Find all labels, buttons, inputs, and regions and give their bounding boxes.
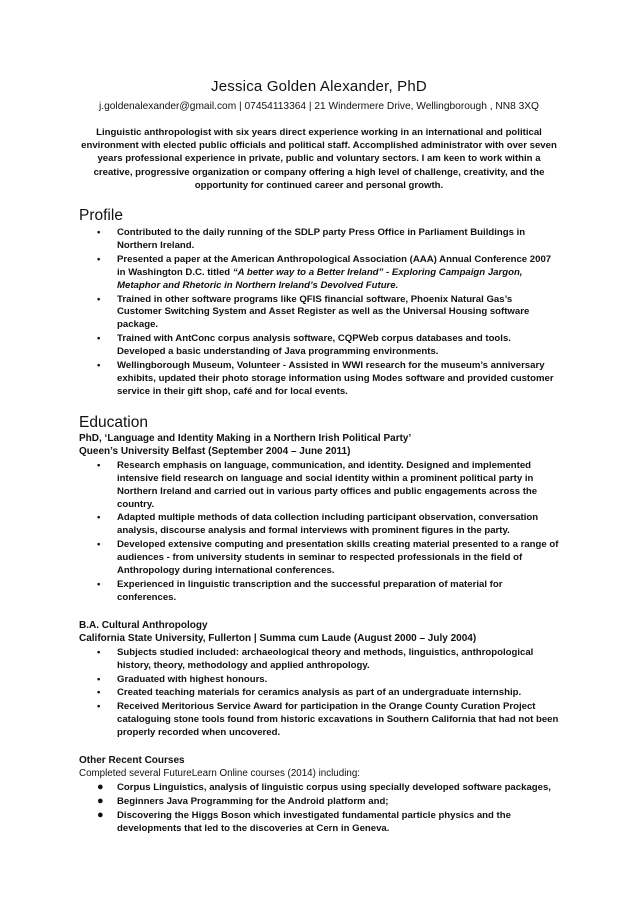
list-item <box>79 460 559 512</box>
resume-name: Jessica Golden Alexander, PhD <box>211 78 427 95</box>
bullet-icon: • <box>97 227 101 239</box>
phd-list <box>79 460 559 605</box>
section-title-education: Education <box>79 413 148 431</box>
other-courses-list <box>79 782 559 836</box>
profile-list <box>79 227 559 399</box>
ba-title: B.A. Cultural Anthropology <box>79 619 208 631</box>
list-item-text: Beginners Java Programming for the Android platform and; <box>117 796 389 808</box>
list-item-text: Trained in other software programs like QFIS financial software, Phoenix Natural Gas’s Customer Switching System and Asset Register as well as the Universal Housing software package. <box>117 293 530 331</box>
bullet-icon: • <box>97 293 101 305</box>
bullet-dot-icon: ● <box>97 808 104 821</box>
list-item <box>79 701 559 740</box>
phd-institution: Queen’s University Belfast (September 2004 – June 2011) <box>79 445 351 457</box>
bullet-icon: • <box>97 512 101 524</box>
list-item <box>79 674 559 687</box>
list-item-text: Wellingborough Museum, Volunteer - Assisted in WWI research for the museum’s anniversary exhibits, updated their photo storage information using Modes software and provided customer service in their gift shop, café and for local events. <box>117 360 554 397</box>
list-item <box>79 360 559 399</box>
bullet-icon: • <box>97 333 101 345</box>
list-item-text: Graduated with highest honours. <box>117 673 268 685</box>
bullet-icon: • <box>97 360 101 372</box>
section-title-profile: Profile <box>79 207 123 225</box>
resume-page <box>79 78 559 837</box>
list-item-text: Presented a paper at the American Anthropological Association (AAA) Annual Conference 2007 in Washington D.C. titled <box>117 253 552 278</box>
bullet-icon: • <box>97 539 101 551</box>
list-item <box>79 796 559 809</box>
list-item <box>79 227 559 253</box>
ba-institution: California State University, Fullerton | Summa cum Laude (August 2000 – July 2004) <box>79 632 477 644</box>
bullet-icon: • <box>97 459 101 471</box>
list-item-text: Trained with AntConc corpus analysis software, CQPWeb corpus databases and tools. Developed a basic understanding of Java programming environments. <box>117 333 511 358</box>
list-item <box>79 333 559 359</box>
bullet-icon: • <box>97 687 101 699</box>
list-item <box>79 579 559 605</box>
other-courses-intro: Completed several FutureLearn Online courses (2014) including: <box>79 768 360 780</box>
list-item <box>79 512 559 538</box>
list-item <box>79 810 559 836</box>
list-item-text: Received Meritorious Service Award for participation in the Orange County Curation Project cataloguing stone tools found from historic excavations in Southern California that had not been properly recorded when uncovered. <box>117 701 559 739</box>
summary-paragraph: Linguistic anthropologist with six years direct experience working in an international and political environment with elected public officials and political staff. Accomplished administrator with over seven years professional experience in private, public and voluntary sectors. I am keen to work within a creative, progressive organization or company offering a high level of challenge, creativity, and the opportunity for continued career and personal growth. <box>81 127 557 191</box>
list-item <box>79 782 559 795</box>
paper-title: “A better way to a Better Ireland” - Exploring Campaign Jargon, Metaphor and Rhetoric in Northern Ireland’s Devolved Future. <box>117 266 523 291</box>
list-item-text: Corpus Linguistics, analysis of linguistic corpus using specially developed software packages, <box>117 782 551 794</box>
other-courses-block <box>79 754 559 836</box>
bullet-icon: • <box>97 673 101 685</box>
phd-title: PhD, ‘Language and Identity Making in a Northern Irish Political Party’ <box>79 432 412 444</box>
list-item-text: Created teaching materials for ceramics analysis as part of an undergraduate internship. <box>117 687 522 699</box>
list-item-text: Experienced in linguistic transcription and the successful preparation of material for conferences. <box>117 578 503 603</box>
bullet-icon: • <box>97 253 101 265</box>
bullet-icon: • <box>97 646 101 658</box>
list-item-text: Research emphasis on language, communication, and identity. Designed and implemented intensive field research on language and social identity within a prominent political party in Northern Ireland and carried out in various party offices and public engagements across the country. <box>117 459 538 510</box>
bullet-icon: • <box>97 578 101 590</box>
bullet-icon: • <box>97 701 101 713</box>
list-item-text: Adapted multiple methods of data collection including participant observation, conversation analysis, discourse analysis and formal interviews with prominent figures in the party. <box>117 512 539 537</box>
list-item <box>79 687 559 700</box>
list-item-text: Contributed to the daily running of the SDLP party Press Office in Parliament Buildings in Northern Ireland. <box>117 227 526 251</box>
bullet-dot-icon: ● <box>97 795 104 808</box>
ba-block <box>79 619 559 740</box>
list-item-text: Discovering the Higgs Boson which investigated fundamental particle physics and the developments that led to the discoveries at Cern in Geneva. <box>117 809 511 834</box>
list-item-text: Developed extensive computing and presentation skills creating material presented to a range of audiences - from university students in seminar to respected professionals in the field of Anthropology during international conferences. <box>117 539 559 577</box>
ba-list <box>79 647 559 740</box>
list-item <box>79 294 559 333</box>
list-item-text: Subjects studied included: archaeological theory and methods, linguistics, anthropological history, theory, methodology and applied anthropology. <box>117 646 534 671</box>
contact-line: j.goldenalexander@gmail.com | 07454113364 | 21 Windermere Drive, Wellingborough , NN8 3XQ <box>99 101 539 112</box>
list-item <box>79 647 559 673</box>
list-item <box>79 539 559 578</box>
list-item <box>79 254 559 293</box>
other-courses-title: Other Recent Courses <box>79 755 185 767</box>
bullet-dot-icon: ● <box>97 781 104 794</box>
